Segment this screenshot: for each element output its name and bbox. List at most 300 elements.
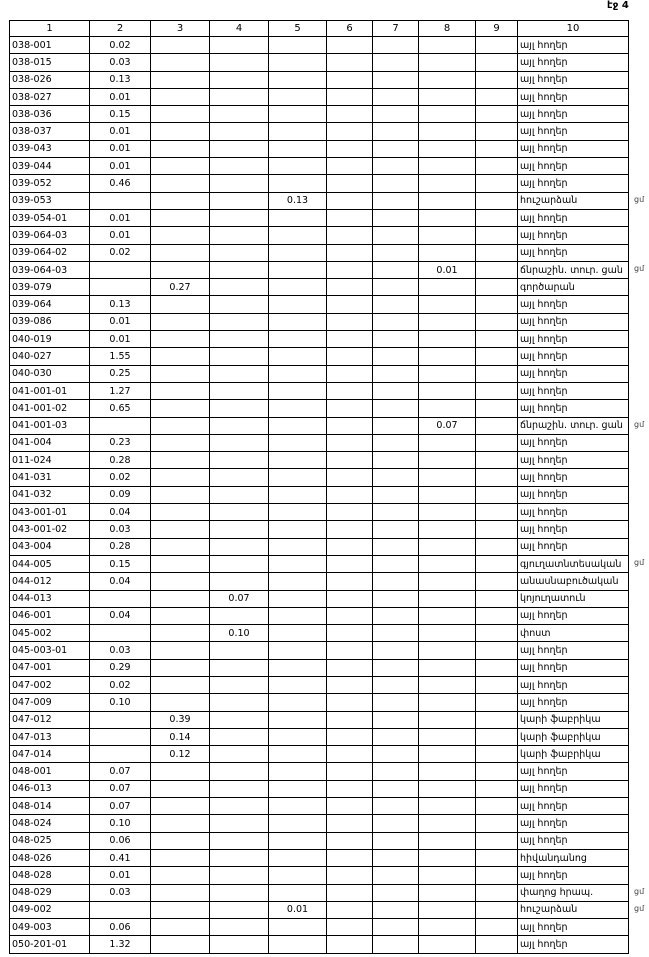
area-cell [419,590,476,607]
area-cell [419,728,476,745]
land-use-cell: այլ հողեր [518,780,629,797]
land-use-cell: այլ հողեր [518,521,629,538]
area-cell [327,382,373,399]
area-cell [269,919,327,936]
area-cell [476,469,518,486]
area-cell: 0.01 [419,261,476,278]
area-cell [373,88,419,105]
area-cell [373,936,419,953]
area-cell [210,54,269,71]
area-cell [151,780,210,797]
area-cell [373,296,419,313]
area-cell [269,175,327,192]
area-cell [151,244,210,261]
land-use-cell: այլ հողեր [518,676,629,693]
land-use-cell: գործարան [518,279,629,296]
area-cell [476,573,518,590]
table-row [10,227,629,244]
area-cell: 0.04 [90,504,151,521]
area-cell [327,227,373,244]
area-cell [151,642,210,659]
area-cell [327,763,373,780]
area-cell [327,521,373,538]
area-cell [269,555,327,572]
area-cell [373,469,419,486]
area-cell [151,123,210,140]
parcel-code-cell: 011-024 [10,452,90,469]
land-use-cell: այլ հողեր [518,798,629,815]
area-cell [210,798,269,815]
area-cell [476,849,518,866]
area-cell: 0.01 [90,209,151,226]
area-cell [419,54,476,71]
area-cell [210,261,269,278]
area-cell [373,659,419,676]
table-row [10,296,629,313]
area-cell [373,175,419,192]
area-cell [210,711,269,728]
area-cell [373,625,419,642]
area-cell: 0.23 [90,434,151,451]
area-cell [327,746,373,763]
area-cell [151,106,210,123]
area-cell [373,452,419,469]
parcel-code-cell: 038-001 [10,37,90,54]
area-cell [419,884,476,901]
area-cell: 0.01 [90,88,151,105]
parcel-code-cell: 044-012 [10,573,90,590]
margin-mark: ցմ [634,195,645,205]
area-cell [151,590,210,607]
land-use-cell: փոստ [518,625,629,642]
area-cell [373,279,419,296]
table-row [10,313,629,330]
area-cell [210,486,269,503]
parcel-code-cell: 039-044 [10,158,90,175]
table-row [10,676,629,693]
column-header: 4 [210,21,269,37]
area-cell: 0.06 [90,919,151,936]
area-cell [269,296,327,313]
area-cell [419,71,476,88]
table-row [10,348,629,365]
table-row [10,140,629,157]
area-cell [151,832,210,849]
column-header: 5 [269,21,327,37]
area-cell [419,919,476,936]
table-row [10,192,629,209]
land-use-cell: այլ հողեր [518,348,629,365]
parcel-code-cell: 040-027 [10,348,90,365]
area-cell [151,331,210,348]
parcel-code-cell: 048-001 [10,763,90,780]
table-row [10,244,629,261]
area-cell [269,140,327,157]
parcel-code-cell: 046-013 [10,780,90,797]
area-cell [327,54,373,71]
area-cell [151,88,210,105]
land-use-cell: այլ հողեր [518,469,629,486]
area-cell [476,780,518,797]
area-cell: 0.03 [90,642,151,659]
area-cell [151,504,210,521]
area-cell [151,296,210,313]
area-cell [151,365,210,382]
area-cell [269,936,327,953]
parcel-code-cell: 047-009 [10,694,90,711]
margin-mark: ցմ [634,420,645,430]
area-cell [210,746,269,763]
table-row [10,106,629,123]
area-cell [90,417,151,434]
area-cell [419,867,476,884]
area-cell [476,504,518,521]
area-cell [210,209,269,226]
area-cell [210,244,269,261]
area-cell [373,244,419,261]
parcel-code-cell: 041-031 [10,469,90,486]
area-cell [210,365,269,382]
area-cell [327,832,373,849]
area-cell [419,832,476,849]
land-use-cell: այլ հողեր [518,54,629,71]
area-cell: 0.12 [151,746,210,763]
area-cell [373,140,419,157]
table-row [10,175,629,192]
area-cell [269,348,327,365]
area-cell [373,123,419,140]
area-cell [210,901,269,918]
area-cell [476,37,518,54]
area-cell [419,763,476,780]
area-cell [327,313,373,330]
table-row [10,555,629,572]
area-cell [210,694,269,711]
area-cell [327,607,373,624]
area-cell [269,763,327,780]
area-cell [419,400,476,417]
parcel-code-cell: 038-027 [10,88,90,105]
area-cell [373,746,419,763]
area-cell [210,192,269,209]
area-cell: 1.27 [90,382,151,399]
table-row [10,780,629,797]
area-cell [476,936,518,953]
area-cell [210,313,269,330]
area-cell [327,244,373,261]
area-cell: 0.02 [90,469,151,486]
land-use-cell: այլ հողեր [518,71,629,88]
area-cell [269,400,327,417]
area-cell: 0.10 [210,625,269,642]
area-cell [476,590,518,607]
parcel-code-cell: 050-201-01 [10,936,90,953]
area-cell [327,348,373,365]
land-use-cell: այլ հողեր [518,400,629,417]
area-cell [419,849,476,866]
land-use-cell: ճնրաշին. տուր. ցան [518,261,629,278]
area-cell [373,521,419,538]
parcel-code-cell: 046-001 [10,607,90,624]
area-cell [419,434,476,451]
area-cell [327,694,373,711]
area-cell: 0.15 [90,555,151,572]
area-cell [269,659,327,676]
area-cell [419,348,476,365]
area-cell [269,106,327,123]
margin-mark: ցմ [634,558,645,568]
area-cell [210,452,269,469]
parcel-code-cell: 047-002 [10,676,90,693]
area-cell [151,849,210,866]
area-cell [151,521,210,538]
column-header: 6 [327,21,373,37]
area-cell [210,538,269,555]
land-use-cell: կարի ֆաբրիկա [518,728,629,745]
area-cell [476,279,518,296]
area-cell: 0.01 [90,140,151,157]
land-use-cell: այլ հողեր [518,140,629,157]
area-cell [373,417,419,434]
area-cell [419,694,476,711]
area-cell [210,849,269,866]
table-row [10,331,629,348]
parcel-code-cell: 041-001-02 [10,400,90,417]
area-cell [419,625,476,642]
area-cell: 0.04 [90,573,151,590]
area-cell [476,884,518,901]
area-cell [373,261,419,278]
land-use-cell: հուշարձան [518,192,629,209]
area-cell [327,625,373,642]
area-cell [151,54,210,71]
area-cell [373,54,419,71]
area-cell: 0.15 [90,106,151,123]
table-row [10,417,629,434]
area-cell [327,555,373,572]
area-cell [269,313,327,330]
area-cell [476,676,518,693]
area-cell [269,88,327,105]
area-cell [327,192,373,209]
area-cell [476,746,518,763]
table-row [10,694,629,711]
area-cell: 0.46 [90,175,151,192]
land-use-cell: այլ հողեր [518,504,629,521]
parcel-code-cell: 048-014 [10,798,90,815]
land-use-cell: այլ հողեր [518,486,629,503]
area-cell [327,175,373,192]
table-row [10,71,629,88]
area-cell: 0.29 [90,659,151,676]
area-cell [151,175,210,192]
area-cell [151,452,210,469]
parcel-code-cell: 039-064-03 [10,261,90,278]
table-row [10,590,629,607]
area-cell [476,763,518,780]
area-cell [269,37,327,54]
area-cell [210,227,269,244]
area-cell [373,106,419,123]
area-cell [269,607,327,624]
area-cell [373,348,419,365]
area-cell [327,728,373,745]
parcel-code-cell: 045-003-01 [10,642,90,659]
area-cell [476,815,518,832]
area-cell: 1.55 [90,348,151,365]
parcel-code-cell: 043-001-02 [10,521,90,538]
area-cell [419,192,476,209]
area-cell [476,659,518,676]
area-cell [269,71,327,88]
area-cell [419,504,476,521]
area-cell: 0.02 [90,244,151,261]
area-cell [327,504,373,521]
table-row [10,521,629,538]
area-cell [90,746,151,763]
area-cell [210,434,269,451]
parcel-code-cell: 039-064-02 [10,244,90,261]
land-use-cell: այլ հողեր [518,434,629,451]
area-cell [210,140,269,157]
land-use-cell: ճնրաշին. տուր. ցան [518,417,629,434]
table-row [10,504,629,521]
area-cell [327,88,373,105]
table-row [10,815,629,832]
area-cell [327,849,373,866]
area-cell [90,261,151,278]
area-cell [210,607,269,624]
area-cell [327,901,373,918]
area-cell [90,590,151,607]
area-cell: 0.41 [90,849,151,866]
area-cell [476,192,518,209]
land-use-cell: այլ հողեր [518,642,629,659]
parcel-code-cell: 041-001-01 [10,382,90,399]
area-cell [210,279,269,296]
parcel-code-cell: 040-019 [10,331,90,348]
table-row [10,469,629,486]
area-cell [419,538,476,555]
area-cell [151,348,210,365]
area-cell [373,331,419,348]
column-header: 1 [10,21,90,37]
area-cell [476,71,518,88]
area-cell [419,521,476,538]
area-cell [476,54,518,71]
area-cell [210,832,269,849]
table-row [10,642,629,659]
area-cell [476,261,518,278]
area-cell [327,486,373,503]
table-row [10,452,629,469]
parcel-code-cell: 043-004 [10,538,90,555]
area-cell: 0.01 [90,227,151,244]
table-row [10,486,629,503]
margin-mark: ցմ [634,887,645,897]
table-row [10,849,629,866]
area-cell [151,434,210,451]
table-row [10,123,629,140]
area-cell: 0.39 [151,711,210,728]
table-row [10,884,629,901]
parcel-code-cell: 043-001-01 [10,504,90,521]
area-cell [419,331,476,348]
area-cell [90,901,151,918]
area-cell [210,642,269,659]
area-cell [327,469,373,486]
area-cell [269,625,327,642]
area-cell [151,607,210,624]
area-cell [476,694,518,711]
parcel-code-cell: 045-002 [10,625,90,642]
area-cell [327,365,373,382]
area-cell [151,659,210,676]
area-cell [269,780,327,797]
area-cell [476,123,518,140]
area-cell [327,158,373,175]
area-cell [476,158,518,175]
area-cell [327,123,373,140]
parcel-code-cell: 038-026 [10,71,90,88]
table-row [10,261,629,278]
area-cell [327,642,373,659]
area-cell [151,261,210,278]
area-cell [210,884,269,901]
parcel-code-cell: 048-029 [10,884,90,901]
area-cell [476,88,518,105]
area-cell [269,746,327,763]
area-cell [327,798,373,815]
area-cell [151,919,210,936]
area-cell [269,521,327,538]
area-cell: 0.07 [90,798,151,815]
table-row [10,88,629,105]
table-row [10,434,629,451]
parcel-code-cell: 044-013 [10,590,90,607]
area-cell [476,348,518,365]
area-cell [419,296,476,313]
area-cell [476,521,518,538]
area-cell [269,469,327,486]
area-cell [269,728,327,745]
area-cell [476,106,518,123]
area-cell [210,88,269,105]
parcel-code-cell: 047-014 [10,746,90,763]
area-cell [151,573,210,590]
area-cell: 0.03 [90,521,151,538]
area-cell [476,728,518,745]
area-cell [269,815,327,832]
area-cell [151,400,210,417]
area-cell [373,313,419,330]
area-cell [327,452,373,469]
area-cell [327,780,373,797]
area-cell [90,728,151,745]
parcel-code-cell: 048-024 [10,815,90,832]
parcel-code-cell: 048-025 [10,832,90,849]
area-cell [269,417,327,434]
land-use-cell: այլ հողեր [518,694,629,711]
area-cell [419,382,476,399]
area-cell [419,244,476,261]
table-row [10,832,629,849]
area-cell: 0.01 [90,867,151,884]
page-number-label: էջ 4 [607,0,629,11]
area-cell [373,901,419,918]
area-cell [419,676,476,693]
land-parcel-table [9,20,629,954]
